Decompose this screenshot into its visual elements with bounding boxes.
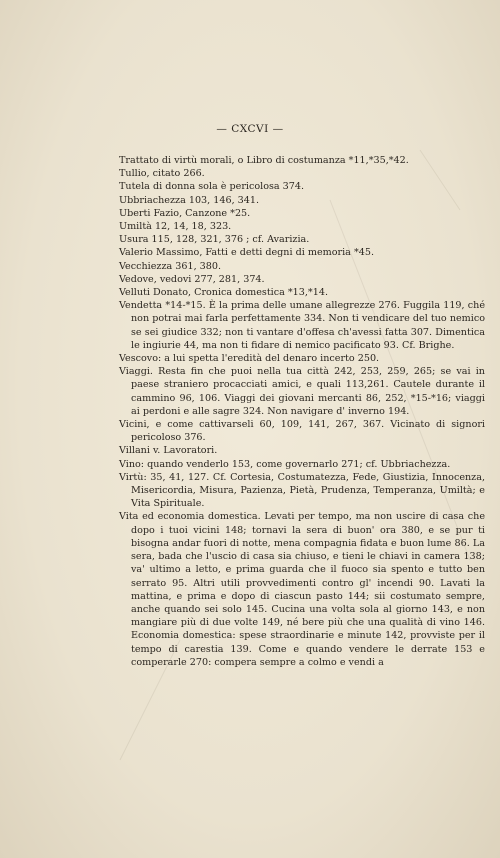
index-entry: Villani v. Lavoratori. [119,445,218,457]
index-entry: Vino: quando venderlo 153, come governarlo 271; cf. Ubbriachezza. [119,458,451,470]
index-entry: Vescovo: a lui spetta l'eredità del denaro incerto 250. [119,353,380,365]
index-entry: Umiltà 12, 14, 18, 323. [119,221,232,233]
index-entry: Ubbriachezza 103, 146, 341. [119,194,260,206]
page-number-header: — CXCVI — [216,123,284,135]
index-entry: Tutela di donna sola è pericolosa 374. [119,181,305,193]
index-entry: Vicini, e come cattivarseli 60, 109, 141, 267, 367. Vicinato di signori pericoloso 376. [119,419,485,444]
index-entry: Velluti Donato, Cronica domestica *13,*14. [119,287,328,299]
index-entry: Viaggi. Resta fin che puoi nella tua città 242, 253, 259, 265; se vai in paese straniero procacciati amici, e quali 113,261. Cautele durante il cammino 96, 106. Viaggi dei giovani mercanti 86, 252, *15-*16; viaggi ai perdoni e alle sagre 324. Non navigare d' inverno 194. [119,366,485,417]
index-entry: Vedove, vedovi 277, 281, 374. [119,273,265,285]
index-entry: Usura 115, 128, 321, 376 ; cf. Avarizia. [119,234,310,246]
index-entry: Vendetta *14-*15. È la prima delle umane allegrezze 276. Fuggila 119, ché non potrai mai farla perfettamente 334. Non ti vendicare del tuo nemico se sei giudice 332; non ti vantare d'offesa ch'avessi fatta 307. Dimentica le ingiurie 44, ma non ti fidare di nemico pacificato 93. Cf. Brighe. [119,300,485,351]
index-entries [119,154,485,669]
index-entry: Uberti Fazio, Canzone *25. [119,207,251,219]
index-entry: Virtù: 35, 41, 127. Cf. Cortesia, Costumatezza, Fede, Giustizia, Innocenza, Misericordia, Misura, Pazienza, Pietà, Prudenza, Temperanza, Umiltà; e Vita Spirituale. [119,471,485,510]
index-entry: Valerio Massimo, Fatti e detti degni di memoria *45. [119,247,374,259]
index-entry: Vecchiezza 361, 380. [119,260,222,272]
index-entry: Trattato di virtù morali, o Libro di costumanza *11,*35,*42. [119,155,409,166]
index-entry: Tullio, citato 266. [119,168,205,180]
index-entry: Vita ed economia domestica. Levati per tempo, ma non uscire di casa che dopo i tuoi vicini 148; tornavi la sera di buon' ora 380, e se pur ti bisogna andar fuori di notte, mena compagnia fidata e buon lume 86. La sera, bada che l'uscio di casa sia chiuso, e tieni le chiavi in camera 138; va' ultimo a letto, e prima guarda che il fuoco sia spento e tutto ben serrato 95. Altri utili provvedimenti contro gl' incendi 90. Lavati la mattina, e prima e dopo di ciascun pasto 144; sii costumato sempre, anche quando sei solo 145. Cucina una volta sola al giorno 143, e non mangiare più di due volte 149, né bere più che una qualità di vino 146. Economia domestica: spese straordinarie e minute 142, provviste per il tempo di carestia 139. Come e quando vendere le derrate 153 e comperarle 270: compera sempre a colmo e vendi a [119,511,485,668]
